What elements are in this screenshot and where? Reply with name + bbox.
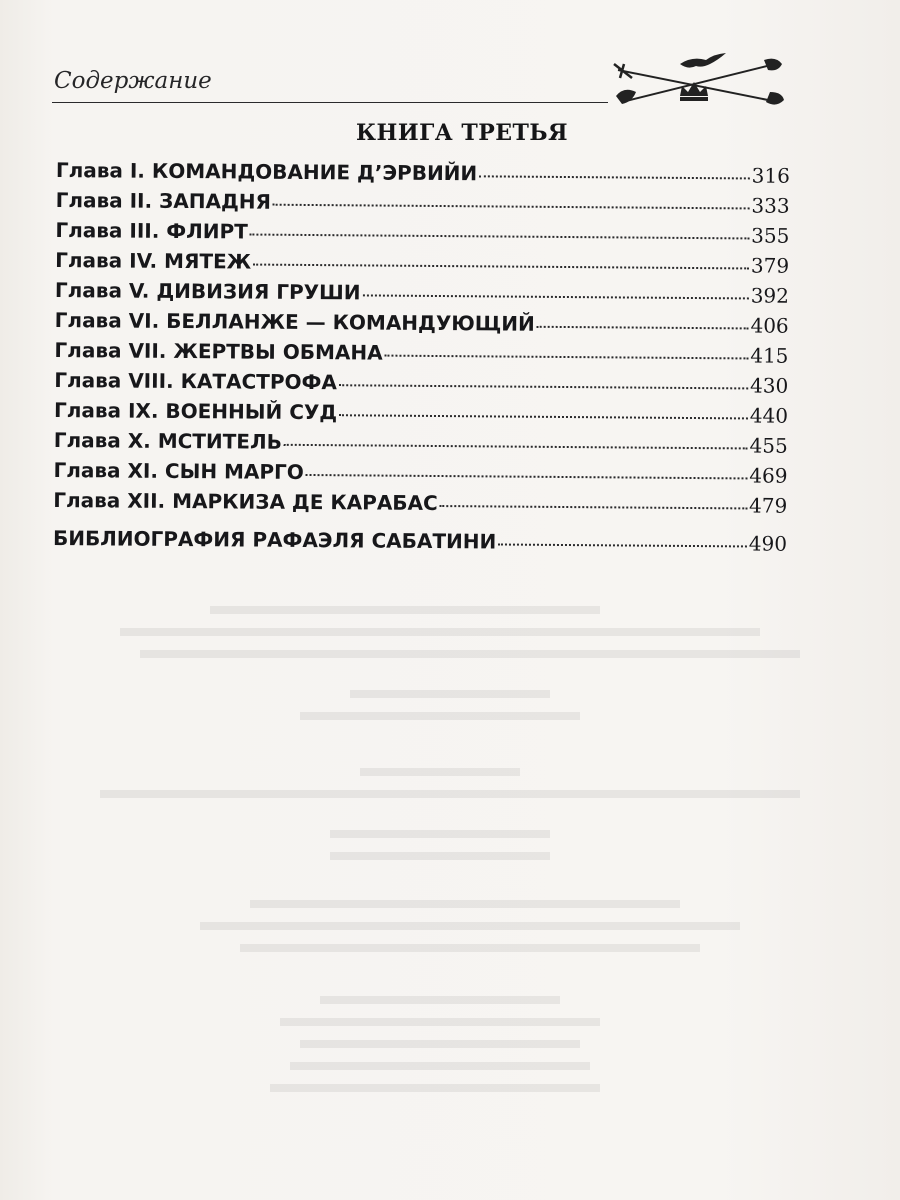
toc-entry-page: 406 <box>750 313 789 338</box>
toc-entry-label: Глава I. КОМАНДОВАНИЕ Д’ЭРВИЙИ <box>55 158 478 186</box>
toc-entry-label: Глава X. МСТИТЕЛЬ <box>53 427 282 454</box>
toc-entry-label: Глава IV. МЯТЕЖ <box>55 247 252 274</box>
toc-leader-dots <box>250 233 749 240</box>
toc-entry-page: 455 <box>749 433 788 458</box>
toc-leader-dots <box>479 174 749 179</box>
toc-entry-page: 316 <box>751 163 790 188</box>
toc-entry-label: Глава XII. МАРКИЗА ДЕ КАРАБАС <box>53 487 438 516</box>
toc-entry-label: БИБЛИОГРАФИЯ РАФАЭЛЯ САБАТИНИ <box>52 525 497 554</box>
toc-entry-page: 355 <box>751 223 790 248</box>
toc-entry-page: 469 <box>749 463 788 488</box>
toc-entry-page: 479 <box>749 493 788 518</box>
toc-leader-dots <box>385 354 749 360</box>
running-header <box>52 58 608 103</box>
toc-leader-dots <box>273 203 750 210</box>
toc-leader-dots <box>440 504 747 509</box>
toc-leader-dots <box>498 542 747 547</box>
toc-leader-dots <box>537 325 749 330</box>
toc-entry-label: Глава IX. ВОЕННЫЙ СУД <box>53 397 338 425</box>
toc-leader-dots <box>284 443 748 450</box>
toc-entry-page: 392 <box>750 283 790 308</box>
toc-leader-dots <box>253 263 749 270</box>
toc-leader-dots <box>306 473 748 479</box>
toc-entry-label: Глава XI. СЫН МАРГО <box>53 457 304 484</box>
toc-leader-dots <box>339 383 748 389</box>
toc-leader-dots <box>339 413 748 419</box>
toc-entry[interactable] <box>53 488 787 524</box>
toc-entry-page: 333 <box>751 193 790 218</box>
toc-entry-page: 415 <box>750 343 789 368</box>
toc-entry-label: Глава VI. БЕЛЛАНЖЕ — КОМАНДУЮЩИЙ <box>54 307 535 336</box>
toc-entry-label: Глава II. ЗАПАДНЯ <box>55 187 272 214</box>
toc-leader-dots <box>363 293 749 299</box>
toc-entry-bibliography[interactable] <box>53 526 787 562</box>
toc-entry-label: Глава VIII. КАТАСТРОФА <box>54 367 337 395</box>
book-section-heading: КНИГА ТРЕТЬЯ <box>356 120 568 146</box>
toc-entry-page: 490 <box>748 531 788 556</box>
toc-entry-label: Глава VII. ЖЕРТВЫ ОБМАНА <box>54 337 383 365</box>
section-title: Содержание <box>54 68 212 94</box>
toc-entry-page: 379 <box>750 253 790 278</box>
table-of-contents <box>53 158 790 562</box>
toc-entry-page: 440 <box>749 403 789 428</box>
crossed-swords-crown-emblem-icon <box>610 52 788 110</box>
toc-entry-label: Глава V. ДИВИЗИЯ ГРУШИ <box>54 277 361 305</box>
toc-entry-page: 430 <box>749 373 789 398</box>
toc-entry-label: Глава III. ФЛИРТ <box>55 217 248 244</box>
